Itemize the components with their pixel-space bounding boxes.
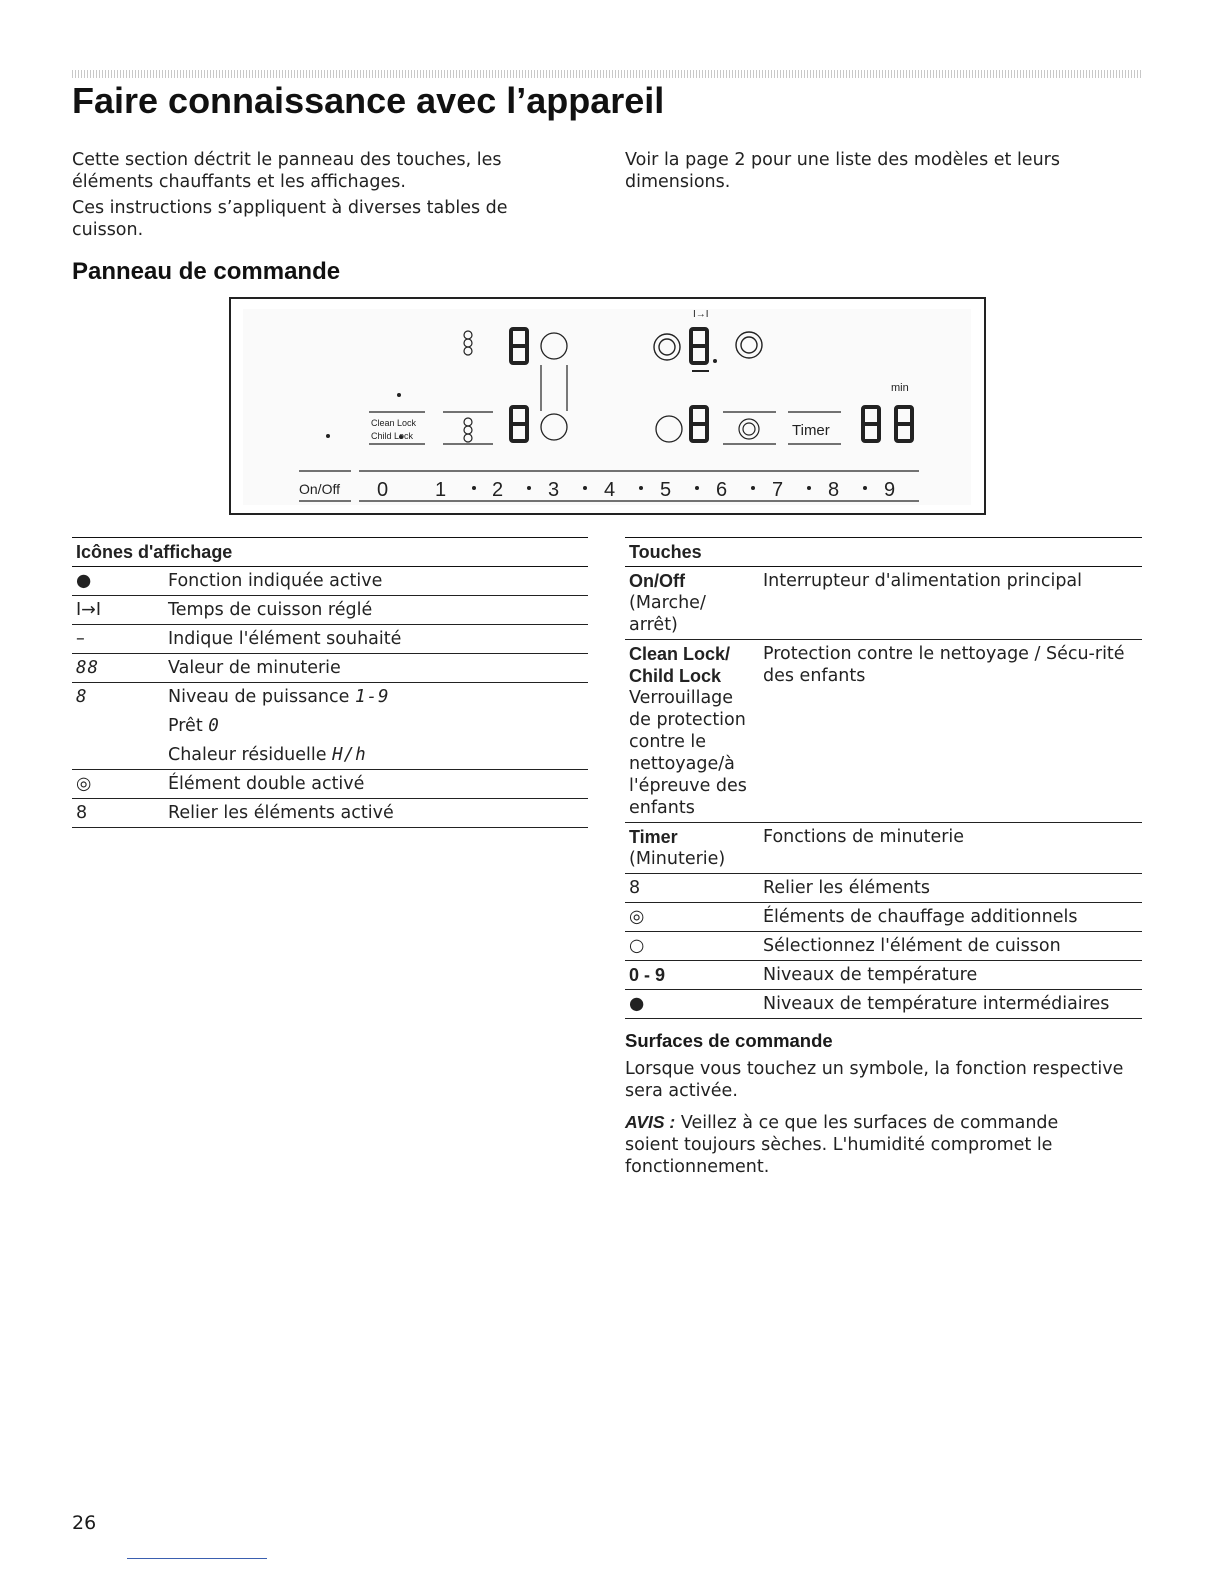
table-row: – Indique l'élément souhaité bbox=[72, 625, 588, 654]
intro-paragraph-3: Voir la page 2 pour une liste des modèles et leurs dimensions. bbox=[625, 150, 1060, 192]
table-row: ◎ Élément double activé bbox=[72, 770, 588, 799]
ready-code: 0 bbox=[208, 716, 220, 736]
level-2-key[interactable]: 2 bbox=[492, 479, 504, 501]
power-level-icon: 8 bbox=[72, 683, 164, 770]
level-1-key[interactable]: 1 bbox=[435, 479, 447, 501]
avis-paragraph: AVIS : Veillez à ce que les surfaces de commande soient toujours sèches. L'humidité compromet le fonctionnement. bbox=[625, 1112, 1059, 1177]
touches-table bbox=[625, 537, 1142, 1019]
table-row: On/Off (Marche/ arrêt) Interrupteur d'alimentation principal bbox=[625, 567, 1142, 640]
table-row: ● Niveaux de température intermédiaires bbox=[625, 990, 1142, 1019]
intermediate-level-dot-icon: ● bbox=[625, 990, 759, 1019]
level-4-key[interactable]: 4 bbox=[604, 479, 616, 501]
table-row: ○ Sélectionnez l'élément de cuisson bbox=[625, 932, 1142, 961]
level-9-key[interactable]: 9 bbox=[884, 479, 896, 501]
intermediate-level-dot[interactable] bbox=[583, 486, 587, 490]
residual-heat-code: H/h bbox=[332, 745, 367, 765]
section-heading-panel: Panneau de commande bbox=[72, 258, 341, 285]
level-8-key[interactable]: 8 bbox=[828, 479, 840, 501]
power-level-code: 1-9 bbox=[354, 687, 390, 707]
on-off-key[interactable]: On/Off bbox=[299, 481, 340, 497]
timer-minute-label: min bbox=[891, 382, 909, 394]
indicator-dot bbox=[326, 434, 330, 438]
intro-paragraph-2: Ces instructions s’appliquent à diverses tables de cuisson. bbox=[72, 198, 508, 240]
link-elements-icon: 8 bbox=[72, 799, 164, 828]
additional-heating-icon: ◎ bbox=[625, 903, 759, 932]
timer-key[interactable]: Timer bbox=[792, 422, 830, 439]
display-icons-header: Icônes d'affichage bbox=[72, 538, 588, 567]
level-3-key[interactable]: 3 bbox=[548, 479, 560, 501]
intermediate-level-dot[interactable] bbox=[472, 486, 476, 490]
table-row: 88 Valeur de minuterie bbox=[72, 654, 588, 683]
clean-lock-label[interactable]: Clean Lock bbox=[371, 418, 417, 428]
avis-label: AVIS : bbox=[625, 1112, 676, 1132]
top-decorative-rule bbox=[72, 70, 1142, 78]
table-row: Clean Lock/ Child Lock Verrouillage de protection contre le nettoyage/à l'épreuve des enfants Protection contre le nettoyage / Sécu-rité des enfants bbox=[625, 640, 1142, 823]
control-panel-illustration bbox=[229, 297, 986, 515]
temperature-levels-key-name: 0 - 9 bbox=[625, 961, 759, 990]
level-7-key[interactable]: 7 bbox=[772, 479, 784, 501]
level-0-key[interactable]: 0 bbox=[377, 479, 389, 501]
child-lock-label[interactable]: Child Lock bbox=[371, 431, 414, 441]
intermediate-level-dot[interactable] bbox=[751, 486, 755, 490]
footer-rule bbox=[127, 1558, 267, 1559]
table-row: ◎ Éléments de chauffage additionnels bbox=[625, 903, 1142, 932]
cooking-zone-select-icon: ○ bbox=[625, 932, 759, 961]
touches-header: Touches bbox=[625, 538, 1142, 567]
table-row: ● Fonction indiquée active bbox=[72, 567, 588, 596]
timer-key-name: Timer bbox=[629, 827, 678, 847]
table-row: I→I Temps de cuisson réglé bbox=[72, 596, 588, 625]
selected-element-dash-icon: – bbox=[72, 625, 164, 654]
table-row: Timer (Minuterie) Fonctions de minuterie bbox=[625, 823, 1142, 874]
on-off-key-name: On/Off bbox=[629, 571, 685, 591]
link-elements-icon: 8 bbox=[625, 874, 759, 903]
table-row: 8 Relier les éléments bbox=[625, 874, 1142, 903]
level-6-key[interactable]: 6 bbox=[716, 479, 728, 501]
cooking-time-icon: I→I bbox=[72, 596, 164, 625]
intro-paragraph-1: Cette section déctrit le panneau des touches, les éléments chauffants et les affichages. bbox=[72, 150, 502, 192]
intermediate-level-dot[interactable] bbox=[639, 486, 643, 490]
cooking-time-icon: I→I bbox=[693, 309, 709, 320]
intermediate-level-dot[interactable] bbox=[695, 486, 699, 490]
page-number: 26 bbox=[72, 1512, 97, 1534]
table-row: 8 Relier les éléments activé bbox=[72, 799, 588, 828]
surfaces-heading: Surfaces de commande bbox=[625, 1030, 833, 1051]
indicator-dot bbox=[397, 393, 401, 397]
surfaces-paragraph: Lorsque vous touchez un symbole, la fonction respective sera activée. bbox=[625, 1059, 1124, 1101]
clean-child-lock-key-name: Clean Lock/ Child Lock bbox=[629, 644, 731, 686]
level-5-key[interactable]: 5 bbox=[660, 479, 672, 501]
intermediate-level-dot[interactable] bbox=[863, 486, 867, 490]
intermediate-level-dot[interactable] bbox=[527, 486, 531, 490]
table-row: 8 Niveau de puissance 1-9 Prêt 0 Chaleur résiduelle H/h bbox=[72, 683, 588, 770]
page-title: Faire connaissance avec l’appareil bbox=[72, 80, 665, 121]
timer-value-icon: 88 bbox=[72, 654, 164, 683]
double-element-icon: ◎ bbox=[72, 770, 164, 799]
table-row: 0 - 9 Niveaux de température bbox=[625, 961, 1142, 990]
intermediate-level-dot[interactable] bbox=[807, 486, 811, 490]
display-icons-table bbox=[72, 537, 588, 828]
active-function-icon: ● bbox=[72, 567, 164, 596]
